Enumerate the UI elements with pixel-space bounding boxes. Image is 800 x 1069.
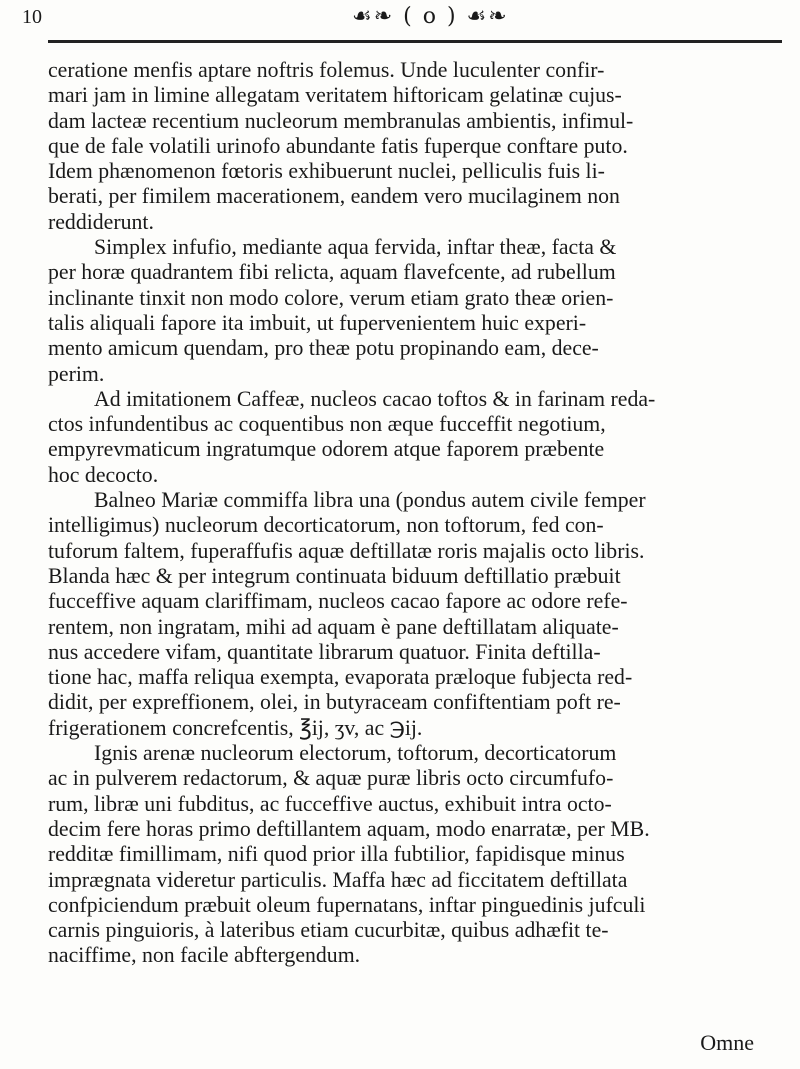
catchword: Omne (700, 1030, 754, 1055)
text-line: hoc decocto. (48, 462, 159, 487)
text-line: carnis pinguioris, à lateribus etiam cucurbitæ, quibus adhæfit te- (48, 918, 609, 943)
text-line: tione hac, maffa reliqua exempta, evaporata præloque fubjecta red- (48, 665, 633, 690)
header-rule (48, 40, 782, 43)
page-number: 10 (22, 6, 42, 28)
text-line: reddiderunt. (48, 209, 154, 234)
text-line: rum, libræ uni fubditus, ac fucceffive auctus, exhibuit intra octo- (48, 791, 612, 816)
text-line: que de fale volatili urinofo abundante fatis fuperque conftare puto. (48, 133, 628, 158)
text-line: naciffime, non facile abftergendum. (48, 943, 361, 968)
text-line: ctos infundentibus ac coquentibus non æque fucceffit negotium, (48, 412, 606, 437)
text-line: Ignis arenæ nucleorum electorum, toftorum, decorticatorum (94, 741, 617, 766)
text-line: mari jam in limine allegatam veritatem hiftoricam gelatinæ cujus- (48, 83, 622, 108)
text-line: mento amicum quendam, pro theæ potu propinando eam, dece- (48, 336, 599, 361)
text-line: intelligimus) nucleorum decorticatorum, non toftorum, fed con- (48, 513, 604, 538)
text-line: berati, per fimilem macerationem, eandem vero mucilaginem non (48, 184, 620, 209)
text-line: empyrevmaticum ingratumque odorem atque faporem præbente (48, 437, 605, 462)
text-line: Ad imitationem Caffeæ, nucleos cacao toftos & in farinam reda- (94, 386, 656, 411)
header-ornament: ☙❧ ( o ) ☙❧ (352, 4, 509, 29)
text-line: dam lacteæ recentium nucleorum membranulas ambientis, infimul- (48, 108, 634, 133)
text-line: frigerationem concrefcentis, ℥ij, ʒv, ac ℈ij. (48, 715, 423, 740)
text-line: tuforum faltem, fuperaffufis aquæ deftillatæ roris majalis octo libris. (48, 538, 645, 563)
text-line: talis aliquali fapore ita imbuit, ut fupervenientem huic experi- (48, 310, 587, 335)
text-line: ceratione menfis aptare noftris folemus. Unde luculenter confir- (48, 58, 605, 82)
page-header (22, 4, 782, 44)
body-text (48, 58, 788, 969)
text-line: nus accedere vifam, quantitate librarum quatuor. Finita deftilla- (48, 639, 601, 664)
text-line: confpiciendum præbuit oleum fupernatans, inftar pinguedinis jufculi (48, 892, 646, 917)
text-line: ac in pulverem redactorum, & aquæ puræ libris octo circumfufo- (48, 766, 614, 791)
text-line: per horæ quadrantem fibi relicta, aquam flavefcente, ad rubellum (48, 260, 616, 285)
text-line: Simplex infufio, mediante aqua fervida, inftar theæ, facta & (94, 235, 617, 260)
text-line: inclinante tinxit non modo colore, verum etiam grato theæ orien- (48, 285, 614, 310)
text-line: Blanda hæc & per integrum continuata biduum deftillatio præbuit (48, 563, 621, 588)
text-line: redditæ fimillimam, nifi quod prior illa fubtilior, fapidisque minus (48, 842, 625, 867)
text-line: Balneo Mariæ commiffa libra una (pondus autem civile femper (94, 488, 646, 513)
text-line: Idem phænomenon fœtoris exhibuerunt nuclei, pelliculis fuis li- (48, 159, 605, 184)
text-line: didit, per expreffionem, olei, in butyraceam confiftentiam poft re- (48, 690, 621, 715)
text-line: fucceffive aquam clariffimam, nucleos cacao fapore ac odore refe- (48, 589, 628, 614)
text-line: rentem, non ingratam, mihi ad aquam è pane deftillatam aliquate- (48, 614, 619, 639)
text-line: perim. (48, 361, 105, 386)
text-line: imprægnata videretur particulis. Maffa hæc ad ficcitatem deftillata (48, 867, 628, 892)
text-line: decim fere horas primo deftillantem aquam, modo enarratæ, per MB. (48, 816, 650, 841)
